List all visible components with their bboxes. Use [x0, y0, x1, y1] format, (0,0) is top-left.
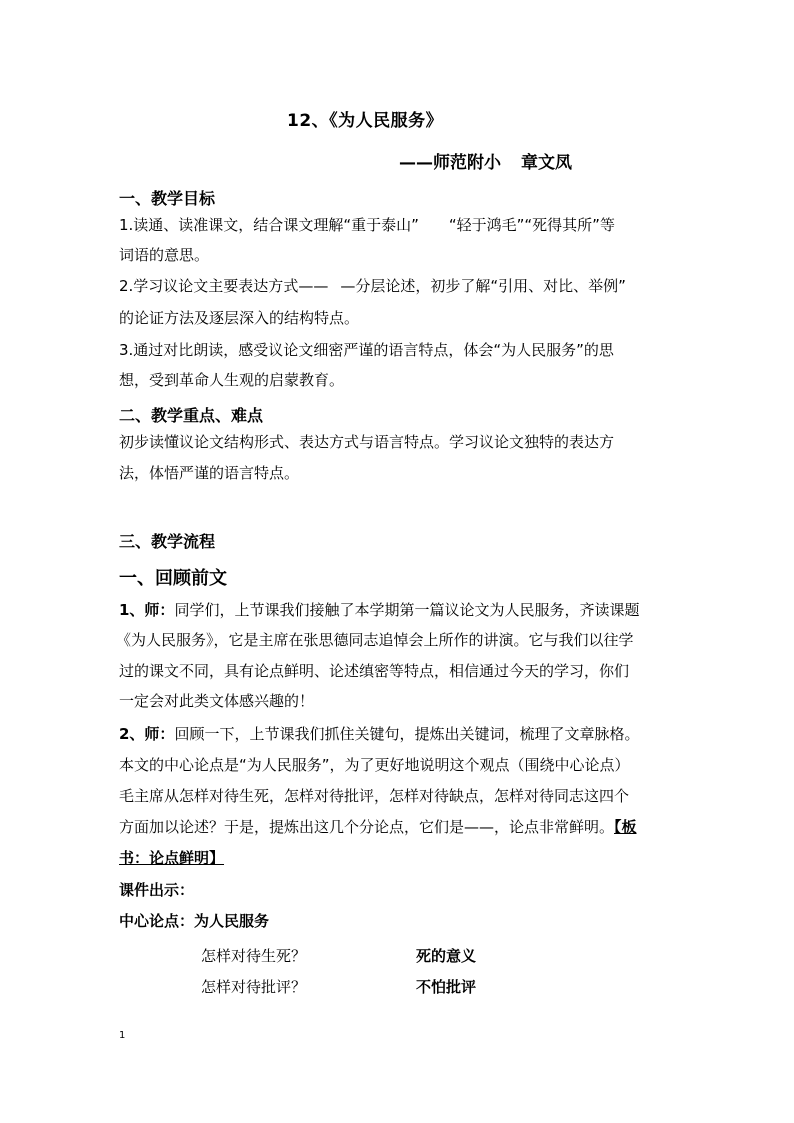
goal-3-line-2: 想，受到革命人生观的启蒙教育。 [119, 371, 345, 389]
para-2-line-1 [119, 727, 639, 742]
key-points-line-2: 法，体悟严谨的语言特点。 [119, 464, 300, 482]
para-2-line-2: 本文的中心论点是“为人民服务”，为了更好地说明这个观点（围绕中心论点） [119, 756, 630, 774]
board-note-start: 【板 [614, 818, 637, 836]
heading-teaching-goals: 一、教学目标 [119, 189, 216, 208]
heading-key-points: 二、教学重点、难点 [119, 406, 264, 425]
author-school: ——师范附小 [399, 153, 501, 173]
goal-2-text-a: 2.学习议论文主要表达方式—— [119, 277, 329, 295]
para-1-line-2: 《为人民服务》，它是主席在张思德同志追悼会上所作的讲演。它与我们以往学 [116, 631, 634, 649]
para-1-line-4: 一定会对此类文体感兴趣的！ [119, 692, 315, 710]
answer-meaning-of-death: 死的意义 [416, 947, 477, 965]
courseware-label: 课件出示： [119, 881, 195, 899]
goal-1-text-b: “轻于鸿毛”“死得其所”等 [448, 216, 615, 234]
para-1-lead: 1、师： [119, 601, 175, 619]
para-2-line-4 [119, 820, 637, 835]
goal-1-text-a: 1.读通、读准课文，结合课文理解“重于泰山” [119, 216, 419, 234]
para-1-line-3: 过的课文不同，具有论点鲜明、论述缜密等特点，相信通过今天的学习，你们 [119, 662, 630, 680]
doc-title: 12、《为人民服务》 [287, 111, 444, 131]
goal-2-line-2: 的论证方法及逐层深入的结构特点。 [119, 309, 360, 327]
page-number: 1 [119, 1030, 126, 1041]
goal-1-line-1 [119, 218, 615, 233]
para-2-line-3: 毛主席从怎样对待生死，怎样对待批评，怎样对待缺点，怎样对待同志这四个 [119, 787, 630, 805]
para-1-line-1 [119, 603, 639, 618]
goal-2-line-1 [119, 279, 626, 294]
para-2-line-4-text: 方面加以论述？于是，提炼出这几个分论点，它们是——，论点非常鲜明。 [119, 818, 615, 836]
goal-1-line-2: 词语的意思。 [119, 246, 210, 264]
question-life-death: 怎样对待生死？ [201, 947, 307, 965]
central-argument: 中心论点：为人民服务 [119, 912, 270, 930]
heading-review: 一、回顾前文 [119, 568, 227, 589]
goal-2-text-b: —分层论述，初步了解“引用、对比、举例” [340, 277, 626, 295]
para-2-lead: 2、师： [119, 725, 175, 743]
heading-teaching-flow: 三、教学流程 [119, 532, 216, 551]
author-line [399, 148, 572, 173]
key-points-line-1: 初步读懂议论文结构形式、表达方式与语言特点。学习议论文独特的表达方 [119, 433, 615, 451]
para-1-text: 同学们，上节课我们接触了本学期第一篇议论文为人民服务，齐读课题 [174, 601, 640, 619]
para-2-text: 回顾一下，上节课我们抓住关键句，提炼出关键词，梳理了文章脉格。 [174, 725, 640, 743]
answer-not-afraid-criticism: 不怕批评 [416, 978, 477, 996]
question-criticism: 怎样对待批评？ [201, 978, 307, 996]
author-name: 章文凤 [521, 153, 572, 173]
board-note-end: 书：论点鲜明】 [119, 849, 225, 867]
goal-3-line-1: 3.通过对比朗读，感受议论文细密严谨的语言特点，体会“为人民服务”的思 [119, 341, 614, 359]
